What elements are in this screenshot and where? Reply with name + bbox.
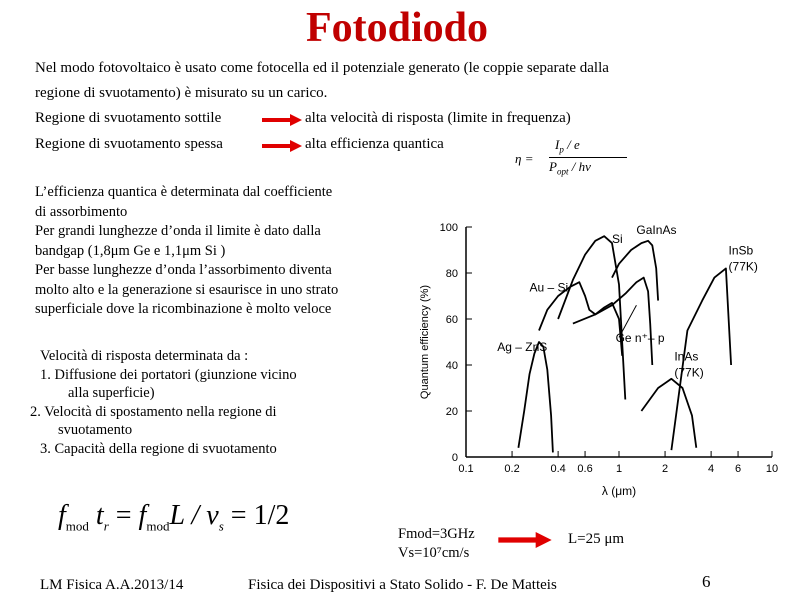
thick-depletion-label: Regione di svuotamento spessa [35, 136, 223, 152]
vs-value: Vs=10⁷cm/s [398, 545, 470, 561]
x-axis-label: λ (μm) [601, 484, 637, 498]
series-annotation: (77K) [728, 259, 758, 274]
x-tick-label: 1 [615, 463, 623, 475]
speed-list [30, 347, 297, 459]
series-annotation: InAs [674, 349, 699, 364]
speed-item-2: 2. Velocità di spostamento nella regione di [30, 403, 277, 420]
y-tick-label: 20 [445, 406, 458, 418]
efficiency-line: molto alto e la generazione si esaurisce in uno strato [35, 281, 339, 298]
efficiency-line: Per basse lunghezze d’onda l’assorbimento diventa [35, 262, 332, 278]
series-line [641, 379, 696, 448]
right-arrow-icon [262, 140, 302, 152]
series-annotation: Si [611, 232, 623, 247]
intro-line-2: regione di svuotamento) è misurato su un carico. [35, 85, 328, 101]
series-annotation: GaInAs [636, 222, 677, 237]
right-arrow-icon [497, 532, 553, 548]
y-axis-label: Quantum efficiency (%) [419, 284, 431, 400]
length-result: L=25 μm [568, 531, 625, 547]
thick-depletion-result: alta efficienza quantica [305, 136, 444, 152]
x-tick-label: 0.4 [550, 463, 566, 475]
efficiency-paragraph [35, 183, 338, 320]
eta-lhs: η = [515, 151, 534, 166]
x-tick-label: 4 [708, 463, 715, 475]
speed-item-1-cont: alla superficie) [68, 385, 155, 402]
y-tick-label: 60 [445, 314, 458, 326]
intro-line-1: Nel modo fotovoltaico è usato come fotocella ed il potenziale generato (le coppie separate dalla [35, 60, 609, 76]
x-tick-label: 0.1 [458, 463, 474, 475]
y-tick-label: 80 [445, 268, 458, 280]
quantum-efficiency-chart [400, 215, 788, 505]
series-line [558, 236, 625, 399]
fmod-value: Fmod=3GHz [398, 526, 475, 542]
footer-author: Fisica dei Dispositivi a Stato Solido - F. De Matteis [248, 577, 557, 593]
y-tick-label: 0 [451, 452, 458, 464]
eta-numerator: $I_p$ / e [555, 137, 580, 155]
eta-denominator: $P_{opt}$ / hν [549, 159, 591, 177]
efficiency-line: L’efficienza quantica è determinata dal coefficiente [35, 184, 333, 200]
slide-title: Fotodiodo [305, 5, 489, 51]
y-tick-label: 40 [445, 360, 458, 372]
x-tick-label: 6 [734, 463, 742, 475]
efficiency-line: Per grandi lunghezze d’onda il limite è dato dalla [35, 223, 321, 239]
series-line [573, 278, 652, 365]
efficiency-line: bandgap (1,8μm Ge e 1,1μm Si ) [35, 242, 226, 259]
series-line [518, 342, 553, 452]
series-annotation: (77K) [674, 365, 704, 380]
series-annotation: InSb [728, 243, 754, 258]
x-tick-label: 0.6 [577, 463, 593, 475]
x-tick-label: 0.2 [504, 463, 520, 475]
y-tick-label: 100 [439, 222, 458, 234]
series-annotation: Au – Si [529, 280, 569, 295]
speed-item-2-cont: svuotamento [58, 422, 133, 439]
x-tick-label: 2 [661, 463, 669, 475]
frequency-formula: $f_{mod}$ $t_r = f_{mod}L / v_s = 1/2$ [58, 500, 290, 534]
thin-depletion-label: Regione di svuotamento sottile [35, 110, 222, 126]
x-tick-label: 10 [765, 463, 779, 475]
speed-heading: Velocità di risposta determinata da : [40, 348, 249, 364]
series-annotation: Ag – ZnS [497, 340, 548, 355]
thin-depletion-result: alta velocità di risposta (limite in frequenza) [305, 110, 571, 126]
page-number: 6 [702, 572, 711, 591]
efficiency-line: superficiale dove la ricombinazione è molto veloce [35, 301, 332, 317]
efficiency-line: di assorbimento [35, 203, 128, 220]
series-annotation: Ge n⁺– p [615, 331, 665, 345]
speed-item-1: 1. Diffusione dei portatori (giunzione vicino [40, 366, 297, 383]
right-arrow-icon [262, 114, 302, 126]
footer-course: LM Fisica A.A.2013/14 [40, 577, 184, 593]
speed-item-3: 3. Capacità della regione di svuotamento [40, 440, 277, 457]
